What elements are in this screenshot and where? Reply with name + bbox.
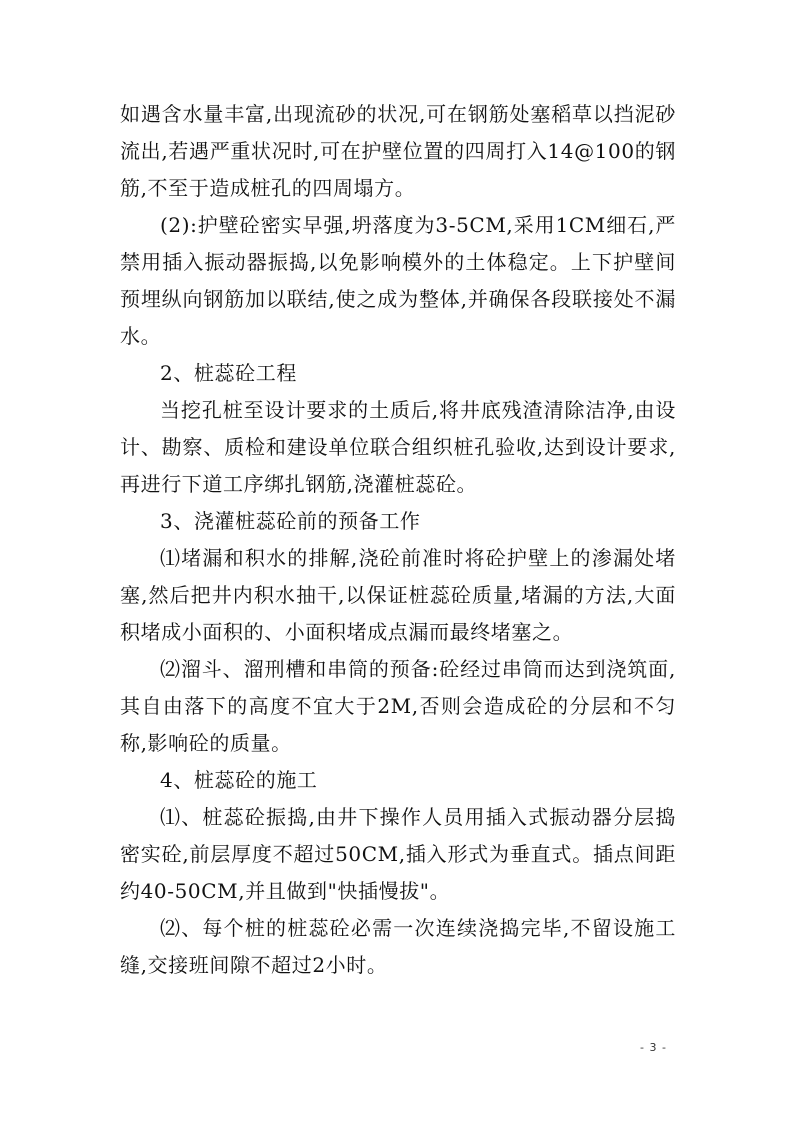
paragraph-pile-inspection: 当挖孔桩至设计要求的土质后,将井底残渣清除洁净,由设计、勘察、质检和建设单位联合组织桩孔验收,达到设计要求,再进行下道工序绑扎钢筋,浇灌桩蕊砼。 <box>120 398 676 496</box>
section-heading-preparation-work: 3、浇灌桩蕊砼前的预备工作 <box>160 509 421 533</box>
document-body <box>120 96 676 984</box>
paragraph-leak-plugging: ⑴堵漏和积水的排解,浇砼前准时将砼护壁上的渗漏处堵塞,然后把井内积水抽干,以保证桩蕊砼质量,堵漏的方法,大面积堵成小面积的、小面积堵成点漏而最终堵塞之。 <box>120 546 676 644</box>
paragraph-chute-preparation: ⑵溜斗、溜刑槽和串筒的预备:砼经过串筒而达到浇筑面,其自由落下的高度不宜大于2M,否则会造成砼的分层和不匀称,影响砼的质量。 <box>120 657 676 755</box>
section-heading-pile-core-concrete: 2、桩蕊砼工程 <box>160 361 297 385</box>
section-heading-construction: 4、桩蕊砼的施工 <box>160 768 318 792</box>
paragraph-vibration: ⑴、桩蕊砼振捣,由井下操作人员用插入式振动器分层捣密实砼,前层厚度不超过50CM,插入形式为垂直式。插点间距约40-50CM,并且做到"快插慢拔"。 <box>120 805 676 903</box>
paragraph-retaining-wall: (2):护壁砼密实早强,坍落度为3-5CM,采用1CM细石,严禁用插入振动器振捣,以免影响模外的土体稳定。上下护壁间预埋纵向钢筋加以联结,使之成为整体,并确保各段联接处不漏水。 <box>120 213 676 348</box>
paragraph-continuous-pour: ⑵、每个桩的桩蕊砼必需一次连续浇捣完毕,不留设施工缝,交接班间隙不超过2小时。 <box>120 916 676 977</box>
paragraph-continuation: 如遇含水量丰富,出现流砂的状况,可在钢筋处塞稻草以挡泥砂流出,若遇严重状况时,可在护壁位置的四周打入14@100的钢筋,不至于造成桩孔的四周塌方。 <box>120 102 676 200</box>
page-number: - 3 - <box>640 1041 667 1054</box>
